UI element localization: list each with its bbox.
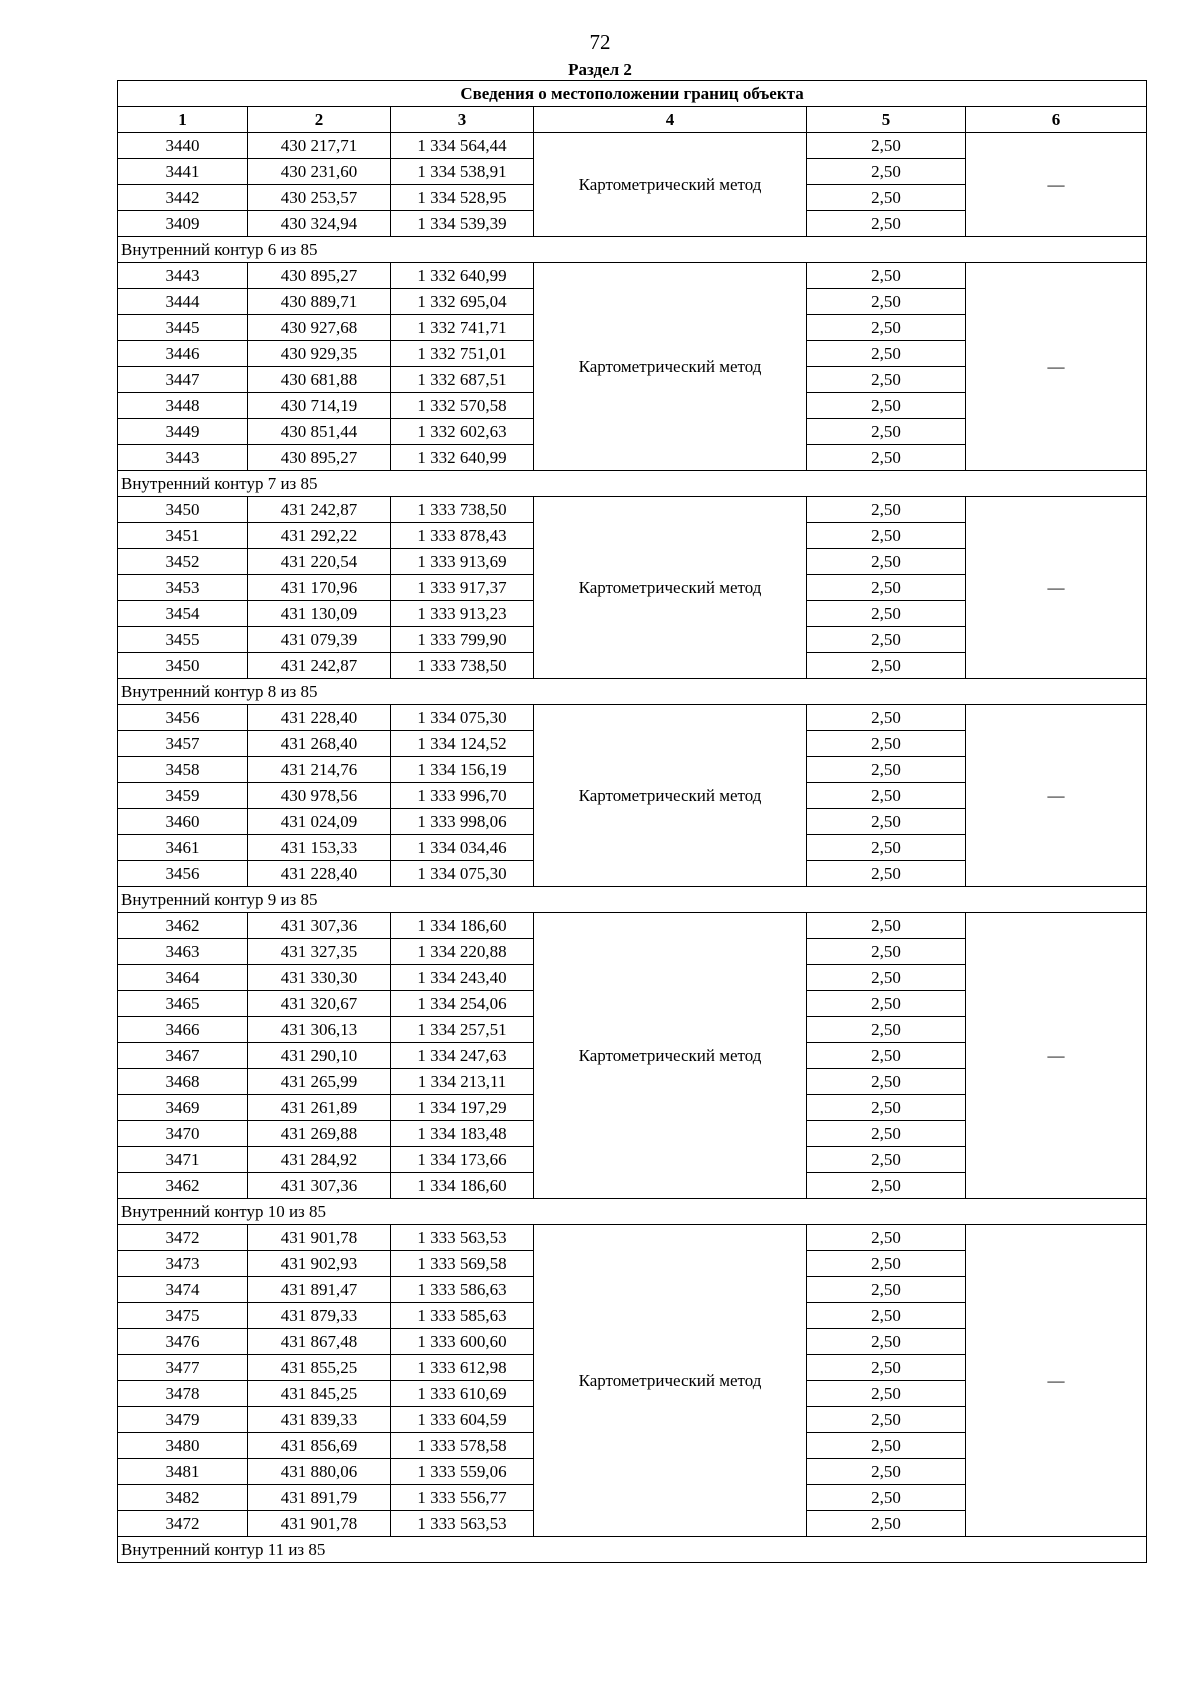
point-number-cell: 3478 <box>118 1381 248 1407</box>
point-number-cell: 3456 <box>118 705 248 731</box>
point-number-cell: 3473 <box>118 1251 248 1277</box>
x-coordinate-cell: 430 324,94 <box>248 211 391 237</box>
header-col-2: 2 <box>248 107 391 133</box>
y-coordinate-cell: 1 332 741,71 <box>391 315 534 341</box>
point-number-cell: 3454 <box>118 601 248 627</box>
x-coordinate-cell: 431 170,96 <box>248 575 391 601</box>
point-number-cell: 3465 <box>118 991 248 1017</box>
x-coordinate-cell: 431 306,13 <box>248 1017 391 1043</box>
point-number-cell: 3453 <box>118 575 248 601</box>
contour-label: Внутренний контур 9 из 85 <box>118 887 1147 913</box>
point-number-cell: 3444 <box>118 289 248 315</box>
x-coordinate-cell: 431 839,33 <box>248 1407 391 1433</box>
y-coordinate-cell: 1 332 570,58 <box>391 393 534 419</box>
y-coordinate-cell: 1 333 610,69 <box>391 1381 534 1407</box>
accuracy-cell: 2,50 <box>807 1017 966 1043</box>
accuracy-cell: 2,50 <box>807 757 966 783</box>
header-col-5: 5 <box>807 107 966 133</box>
header-col-1: 1 <box>118 107 248 133</box>
x-coordinate-cell: 431 242,87 <box>248 653 391 679</box>
table-row <box>118 1225 1147 1251</box>
y-coordinate-cell: 1 334 197,29 <box>391 1095 534 1121</box>
x-coordinate-cell: 431 879,33 <box>248 1303 391 1329</box>
point-number-cell: 3452 <box>118 549 248 575</box>
x-coordinate-cell: 431 228,40 <box>248 705 391 731</box>
x-coordinate-cell: 430 217,71 <box>248 133 391 159</box>
point-number-cell: 3461 <box>118 835 248 861</box>
table-body <box>118 81 1147 1563</box>
y-coordinate-cell: 1 334 539,39 <box>391 211 534 237</box>
point-number-cell: 3481 <box>118 1459 248 1485</box>
point-number-cell: 3482 <box>118 1485 248 1511</box>
col6-dash-cell: — <box>966 705 1147 887</box>
y-coordinate-cell: 1 333 799,90 <box>391 627 534 653</box>
y-coordinate-cell: 1 334 124,52 <box>391 731 534 757</box>
accuracy-cell: 2,50 <box>807 1173 966 1199</box>
y-coordinate-cell: 1 333 585,63 <box>391 1303 534 1329</box>
col6-dash-cell: — <box>966 913 1147 1199</box>
x-coordinate-cell: 430 851,44 <box>248 419 391 445</box>
x-coordinate-cell: 431 292,22 <box>248 523 391 549</box>
x-coordinate-cell: 431 327,35 <box>248 939 391 965</box>
contour-label: Внутренний контур 11 из 85 <box>118 1537 1147 1563</box>
point-number-cell: 3479 <box>118 1407 248 1433</box>
y-coordinate-cell: 1 334 254,06 <box>391 991 534 1017</box>
x-coordinate-cell: 431 290,10 <box>248 1043 391 1069</box>
contour-label-row <box>118 1199 1147 1225</box>
point-number-cell: 3451 <box>118 523 248 549</box>
y-coordinate-cell: 1 334 247,63 <box>391 1043 534 1069</box>
point-number-cell: 3409 <box>118 211 248 237</box>
point-number-cell: 3443 <box>118 445 248 471</box>
x-coordinate-cell: 431 214,76 <box>248 757 391 783</box>
contour-label-row <box>118 679 1147 705</box>
y-coordinate-cell: 1 334 564,44 <box>391 133 534 159</box>
accuracy-cell: 2,50 <box>807 861 966 887</box>
accuracy-cell: 2,50 <box>807 1095 966 1121</box>
y-coordinate-cell: 1 334 220,88 <box>391 939 534 965</box>
x-coordinate-cell: 431 265,99 <box>248 1069 391 1095</box>
y-coordinate-cell: 1 334 186,60 <box>391 1173 534 1199</box>
table-row <box>118 913 1147 939</box>
point-number-cell: 3448 <box>118 393 248 419</box>
table-caption-row <box>118 81 1147 107</box>
accuracy-cell: 2,50 <box>807 263 966 289</box>
point-number-cell: 3450 <box>118 497 248 523</box>
y-coordinate-cell: 1 334 186,60 <box>391 913 534 939</box>
y-coordinate-cell: 1 334 528,95 <box>391 185 534 211</box>
point-number-cell: 3468 <box>118 1069 248 1095</box>
point-number-cell: 3442 <box>118 185 248 211</box>
x-coordinate-cell: 431 307,36 <box>248 913 391 939</box>
contour-label-row <box>118 237 1147 263</box>
contour-label: Внутренний контур 7 из 85 <box>118 471 1147 497</box>
point-number-cell: 3440 <box>118 133 248 159</box>
accuracy-cell: 2,50 <box>807 991 966 1017</box>
y-coordinate-cell: 1 334 257,51 <box>391 1017 534 1043</box>
table-caption: Сведения о местоположении границ объекта <box>118 81 1147 107</box>
point-number-cell: 3460 <box>118 809 248 835</box>
x-coordinate-cell: 431 269,88 <box>248 1121 391 1147</box>
x-coordinate-cell: 431 079,39 <box>248 627 391 653</box>
y-coordinate-cell: 1 333 604,59 <box>391 1407 534 1433</box>
x-coordinate-cell: 431 901,78 <box>248 1511 391 1537</box>
accuracy-cell: 2,50 <box>807 705 966 731</box>
header-col-3: 3 <box>391 107 534 133</box>
y-coordinate-cell: 1 334 213,11 <box>391 1069 534 1095</box>
x-coordinate-cell: 430 681,88 <box>248 367 391 393</box>
y-coordinate-cell: 1 333 917,37 <box>391 575 534 601</box>
y-coordinate-cell: 1 333 913,23 <box>391 601 534 627</box>
table-row <box>118 133 1147 159</box>
accuracy-cell: 2,50 <box>807 133 966 159</box>
table-row <box>118 263 1147 289</box>
accuracy-cell: 2,50 <box>807 1511 966 1537</box>
method-cell: Картометрический метод <box>534 913 807 1199</box>
accuracy-cell: 2,50 <box>807 185 966 211</box>
accuracy-cell: 2,50 <box>807 601 966 627</box>
x-coordinate-cell: 431 268,40 <box>248 731 391 757</box>
point-number-cell: 3474 <box>118 1277 248 1303</box>
x-coordinate-cell: 431 153,33 <box>248 835 391 861</box>
accuracy-cell: 2,50 <box>807 1459 966 1485</box>
accuracy-cell: 2,50 <box>807 549 966 575</box>
x-coordinate-cell: 431 307,36 <box>248 1173 391 1199</box>
y-coordinate-cell: 1 332 687,51 <box>391 367 534 393</box>
contour-label-row <box>118 1537 1147 1563</box>
x-coordinate-cell: 431 867,48 <box>248 1329 391 1355</box>
accuracy-cell: 2,50 <box>807 939 966 965</box>
y-coordinate-cell: 1 332 640,99 <box>391 445 534 471</box>
accuracy-cell: 2,50 <box>807 393 966 419</box>
accuracy-cell: 2,50 <box>807 1485 966 1511</box>
accuracy-cell: 2,50 <box>807 783 966 809</box>
accuracy-cell: 2,50 <box>807 1355 966 1381</box>
table-row <box>118 705 1147 731</box>
method-cell: Картометрический метод <box>534 263 807 471</box>
point-number-cell: 3449 <box>118 419 248 445</box>
accuracy-cell: 2,50 <box>807 731 966 757</box>
method-cell: Картометрический метод <box>534 497 807 679</box>
point-number-cell: 3456 <box>118 861 248 887</box>
method-cell: Картометрический метод <box>534 705 807 887</box>
accuracy-cell: 2,50 <box>807 809 966 835</box>
y-coordinate-cell: 1 334 173,66 <box>391 1147 534 1173</box>
accuracy-cell: 2,50 <box>807 1277 966 1303</box>
y-coordinate-cell: 1 332 751,01 <box>391 341 534 367</box>
page-number: 72 <box>589 30 611 54</box>
header-col-4: 4 <box>534 107 807 133</box>
accuracy-cell: 2,50 <box>807 653 966 679</box>
x-coordinate-cell: 431 856,69 <box>248 1433 391 1459</box>
y-coordinate-cell: 1 333 586,63 <box>391 1277 534 1303</box>
y-coordinate-cell: 1 333 913,69 <box>391 549 534 575</box>
contour-label: Внутренний контур 8 из 85 <box>118 679 1147 705</box>
y-coordinate-cell: 1 334 538,91 <box>391 159 534 185</box>
point-number-cell: 3471 <box>118 1147 248 1173</box>
accuracy-cell: 2,50 <box>807 367 966 393</box>
x-coordinate-cell: 431 228,40 <box>248 861 391 887</box>
point-number-cell: 3445 <box>118 315 248 341</box>
accuracy-cell: 2,50 <box>807 497 966 523</box>
point-number-cell: 3458 <box>118 757 248 783</box>
y-coordinate-cell: 1 333 738,50 <box>391 653 534 679</box>
accuracy-cell: 2,50 <box>807 315 966 341</box>
x-coordinate-cell: 430 231,60 <box>248 159 391 185</box>
table-row <box>118 497 1147 523</box>
contour-label-row <box>118 471 1147 497</box>
x-coordinate-cell: 431 855,25 <box>248 1355 391 1381</box>
point-number-cell: 3443 <box>118 263 248 289</box>
y-coordinate-cell: 1 332 695,04 <box>391 289 534 315</box>
x-coordinate-cell: 430 895,27 <box>248 263 391 289</box>
x-coordinate-cell: 431 261,89 <box>248 1095 391 1121</box>
col6-dash-cell: — <box>966 497 1147 679</box>
y-coordinate-cell: 1 332 602,63 <box>391 419 534 445</box>
x-coordinate-cell: 431 024,09 <box>248 809 391 835</box>
col6-dash-cell: — <box>966 133 1147 237</box>
x-coordinate-cell: 431 320,67 <box>248 991 391 1017</box>
point-number-cell: 3467 <box>118 1043 248 1069</box>
y-coordinate-cell: 1 334 034,46 <box>391 835 534 861</box>
y-coordinate-cell: 1 333 563,53 <box>391 1511 534 1537</box>
point-number-cell: 3459 <box>118 783 248 809</box>
accuracy-cell: 2,50 <box>807 1329 966 1355</box>
point-number-cell: 3472 <box>118 1225 248 1251</box>
x-coordinate-cell: 430 929,35 <box>248 341 391 367</box>
contour-label-row <box>118 887 1147 913</box>
y-coordinate-cell: 1 333 563,53 <box>391 1225 534 1251</box>
x-coordinate-cell: 430 978,56 <box>248 783 391 809</box>
y-coordinate-cell: 1 333 559,06 <box>391 1459 534 1485</box>
contour-label: Внутренний контур 6 из 85 <box>118 237 1147 263</box>
method-cell: Картометрический метод <box>534 133 807 237</box>
x-coordinate-cell: 431 902,93 <box>248 1251 391 1277</box>
x-coordinate-cell: 431 130,09 <box>248 601 391 627</box>
point-number-cell: 3477 <box>118 1355 248 1381</box>
x-coordinate-cell: 431 880,06 <box>248 1459 391 1485</box>
point-number-cell: 3464 <box>118 965 248 991</box>
accuracy-cell: 2,50 <box>807 211 966 237</box>
x-coordinate-cell: 431 284,92 <box>248 1147 391 1173</box>
point-number-cell: 3466 <box>118 1017 248 1043</box>
point-number-cell: 3470 <box>118 1121 248 1147</box>
accuracy-cell: 2,50 <box>807 1043 966 1069</box>
accuracy-cell: 2,50 <box>807 1147 966 1173</box>
point-number-cell: 3472 <box>118 1511 248 1537</box>
y-coordinate-cell: 1 333 998,06 <box>391 809 534 835</box>
x-coordinate-cell: 430 927,68 <box>248 315 391 341</box>
accuracy-cell: 2,50 <box>807 575 966 601</box>
accuracy-cell: 2,50 <box>807 1381 966 1407</box>
x-coordinate-cell: 430 253,57 <box>248 185 391 211</box>
x-coordinate-cell: 431 330,30 <box>248 965 391 991</box>
accuracy-cell: 2,50 <box>807 419 966 445</box>
accuracy-cell: 2,50 <box>807 341 966 367</box>
accuracy-cell: 2,50 <box>807 1225 966 1251</box>
header-col-6: 6 <box>966 107 1147 133</box>
y-coordinate-cell: 1 333 612,98 <box>391 1355 534 1381</box>
point-number-cell: 3476 <box>118 1329 248 1355</box>
accuracy-cell: 2,50 <box>807 523 966 549</box>
x-coordinate-cell: 431 891,79 <box>248 1485 391 1511</box>
accuracy-cell: 2,50 <box>807 627 966 653</box>
point-number-cell: 3463 <box>118 939 248 965</box>
x-coordinate-cell: 431 845,25 <box>248 1381 391 1407</box>
accuracy-cell: 2,50 <box>807 1407 966 1433</box>
accuracy-cell: 2,50 <box>807 965 966 991</box>
accuracy-cell: 2,50 <box>807 1251 966 1277</box>
accuracy-cell: 2,50 <box>807 1121 966 1147</box>
x-coordinate-cell: 431 891,47 <box>248 1277 391 1303</box>
accuracy-cell: 2,50 <box>807 1433 966 1459</box>
y-coordinate-cell: 1 334 183,48 <box>391 1121 534 1147</box>
accuracy-cell: 2,50 <box>807 289 966 315</box>
col6-dash-cell: — <box>966 1225 1147 1537</box>
accuracy-cell: 2,50 <box>807 913 966 939</box>
x-coordinate-cell: 431 220,54 <box>248 549 391 575</box>
y-coordinate-cell: 1 334 156,19 <box>391 757 534 783</box>
contour-label: Внутренний контур 10 из 85 <box>118 1199 1147 1225</box>
col6-dash-cell: — <box>966 263 1147 471</box>
method-cell: Картометрический метод <box>534 1225 807 1537</box>
header-row <box>118 107 1147 133</box>
point-number-cell: 3447 <box>118 367 248 393</box>
x-coordinate-cell: 430 714,19 <box>248 393 391 419</box>
x-coordinate-cell: 430 895,27 <box>248 445 391 471</box>
y-coordinate-cell: 1 333 996,70 <box>391 783 534 809</box>
point-number-cell: 3480 <box>118 1433 248 1459</box>
y-coordinate-cell: 1 333 600,60 <box>391 1329 534 1355</box>
point-number-cell: 3457 <box>118 731 248 757</box>
accuracy-cell: 2,50 <box>807 445 966 471</box>
y-coordinate-cell: 1 334 075,30 <box>391 705 534 731</box>
y-coordinate-cell: 1 333 556,77 <box>391 1485 534 1511</box>
point-number-cell: 3446 <box>118 341 248 367</box>
accuracy-cell: 2,50 <box>807 1069 966 1095</box>
accuracy-cell: 2,50 <box>807 1303 966 1329</box>
section-title: Раздел 2 <box>568 60 632 79</box>
y-coordinate-cell: 1 334 075,30 <box>391 861 534 887</box>
point-number-cell: 3469 <box>118 1095 248 1121</box>
y-coordinate-cell: 1 334 243,40 <box>391 965 534 991</box>
y-coordinate-cell: 1 333 578,58 <box>391 1433 534 1459</box>
point-number-cell: 3441 <box>118 159 248 185</box>
x-coordinate-cell: 431 901,78 <box>248 1225 391 1251</box>
point-number-cell: 3462 <box>118 1173 248 1199</box>
y-coordinate-cell: 1 332 640,99 <box>391 263 534 289</box>
y-coordinate-cell: 1 333 569,58 <box>391 1251 534 1277</box>
y-coordinate-cell: 1 333 878,43 <box>391 523 534 549</box>
y-coordinate-cell: 1 333 738,50 <box>391 497 534 523</box>
point-number-cell: 3462 <box>118 913 248 939</box>
x-coordinate-cell: 431 242,87 <box>248 497 391 523</box>
point-number-cell: 3455 <box>118 627 248 653</box>
accuracy-cell: 2,50 <box>807 835 966 861</box>
point-number-cell: 3450 <box>118 653 248 679</box>
x-coordinate-cell: 430 889,71 <box>248 289 391 315</box>
accuracy-cell: 2,50 <box>807 159 966 185</box>
boundary-coordinates-table <box>117 80 1147 1563</box>
point-number-cell: 3475 <box>118 1303 248 1329</box>
